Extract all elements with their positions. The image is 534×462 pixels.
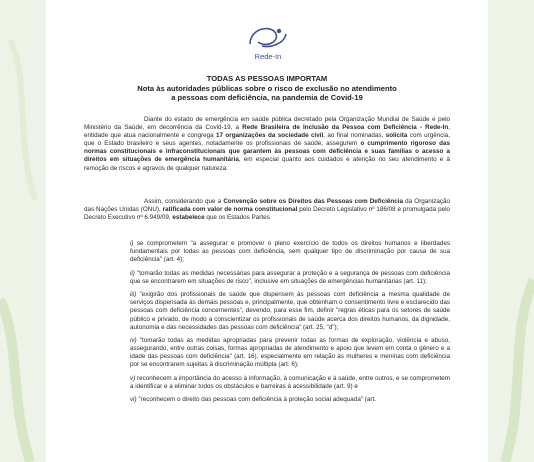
p1-text-5: , em especial quanto aos cuidados e atenção no seu atendimento e à remoção de riscos e agravos de qualquer natureza. (84, 156, 450, 172)
rede-in-logo (240, 22, 296, 68)
list-item (130, 291, 450, 331)
p1-text-2: , entidade que atua nacionalmente e congrega (84, 124, 450, 140)
p1-bold-3: solicita (385, 132, 408, 140)
list-item-text: se comprometem "a assegurar e promover o pleno exercício de todos os direitos humanos e liberdades fundamentais por todas as pessoas com deficiência, sem qualquer tipo de discriminação por causa de sua deficiência" (art. 4); (130, 240, 450, 264)
title-line-3: a pessoas com deficiência, na pandemia de Covid-19 (171, 93, 363, 103)
paragraph-2 (84, 198, 450, 222)
list-item-number: iv) (130, 337, 137, 345)
document-page (46, 0, 488, 462)
p1-text-4: com urgência, que o Estado brasileiro e seus agentes, notadamente os profissionais de saúde, assegurem (84, 132, 450, 148)
list-item-number: ii) (130, 269, 135, 277)
list-item (130, 337, 450, 369)
p2-bold-2: ratificada com valor de norma constitucional (162, 206, 298, 214)
p1-bold-2: 17 organizações da sociedade civil (216, 132, 324, 140)
list-item-number: v) (130, 374, 136, 382)
list-item-text: "tomarão todas as medidas necessárias para assegurar a proteção e a segurança de pessoas com deficiência que se encontrarem em situações de risco", inclusive em situações de emergências humanitárias (art. 11); (130, 269, 450, 285)
p1-text-1: Diante do estado de emergência em saúde pública decretado pela Organização Mundial de Saúde e pelo Ministério da Saúde, em decorrência da Covid-19, a (84, 116, 450, 132)
list-item (130, 270, 450, 286)
list-item (130, 375, 450, 391)
list-item-text: reconhecem a importância do acesso à informação, à comunicação e à saúde, entre outros, e se comprometem a identificar e a eliminar todos os obstáculos e barreiras à acessibilidade (art. 9) e (130, 374, 450, 390)
title-line-1: TODAS AS PESSOAS IMPORTAM (206, 74, 328, 83)
list-item-text: "exigirão dos profissionais de saúde que dispensem às pessoas com deficiência a mesma qualidade de serviços dispensada às demais pessoas e, principalmente, que obtenham o consentimento livre e esclarecido das pessoas com deficiência concernentes", devendo, para esse fim, definir "regras éticas para os setores de saúde público e privado, de modo a conscientizar os profissionais de saúde acerca dos direitos humanos, da dignidade, autonomia e das necessidades das pessoas com deficiência" (art. 25, "d"); (130, 291, 450, 331)
rede-in-logo-icon (246, 22, 290, 52)
p2-bold-3: estabelece (172, 214, 205, 222)
p1-text-3: , ao final nominadas, (323, 132, 386, 140)
p1-bold-4: o cumprimento rigoroso das normas constitucionais e infraconstitucionais que garantem às pessoas com deficiência e suas famílias o acesso a direitos em situações de emergência humanitária (84, 140, 450, 164)
p2-bold-1: Convenção sobre os Direitos das Pessoas com Deficiência (223, 198, 403, 205)
document-title (66, 74, 468, 103)
list-item (130, 240, 450, 264)
logo-text: Rede-In (254, 52, 282, 61)
p2-text-1: Assim, considerando que a (144, 198, 224, 205)
list-item-number: i) (130, 240, 134, 247)
list-item (130, 396, 450, 404)
p2-text-4: que os Estados Partes (204, 214, 270, 222)
list-item-number: vi) (130, 396, 137, 404)
title-line-2: Nota às autoridades públicas sobre o risco de exclusão no atendimento (137, 83, 397, 93)
list-item-text: "tomarão todas as medidas apropriadas para prevenir todas as formas de exploração, violência e abuso, assegurando, entre outras coisas, formas apropriadas de atendimento e apoio que levem em conta o gênero e a idade das pessoas com deficiência" (art. 16), especialmente em relação às mulheres e meninas com deficiência por se encontrarem sujeitas à discriminação múltipla (art. 6); (130, 337, 450, 369)
list-item-number: iii) (130, 291, 137, 299)
paragraph-1 (84, 116, 450, 173)
p1-bold-1: Rede Brasileira de Inclusão da Pessoa com Deficiência - Rede-In (242, 124, 449, 132)
list-item-text: "reconhecem o direito das pessoas com deficiência à proteção social adequada" (art. (136, 396, 376, 404)
p2-text-2: da Organização das Nações Unidas (ONU), (84, 198, 450, 214)
p2-text-3: pelo Decreto Legislativo nº 186/08 e promulgada pelo Decreto Executivo nº 6.949/09, (84, 206, 450, 222)
numbered-list (130, 240, 450, 410)
